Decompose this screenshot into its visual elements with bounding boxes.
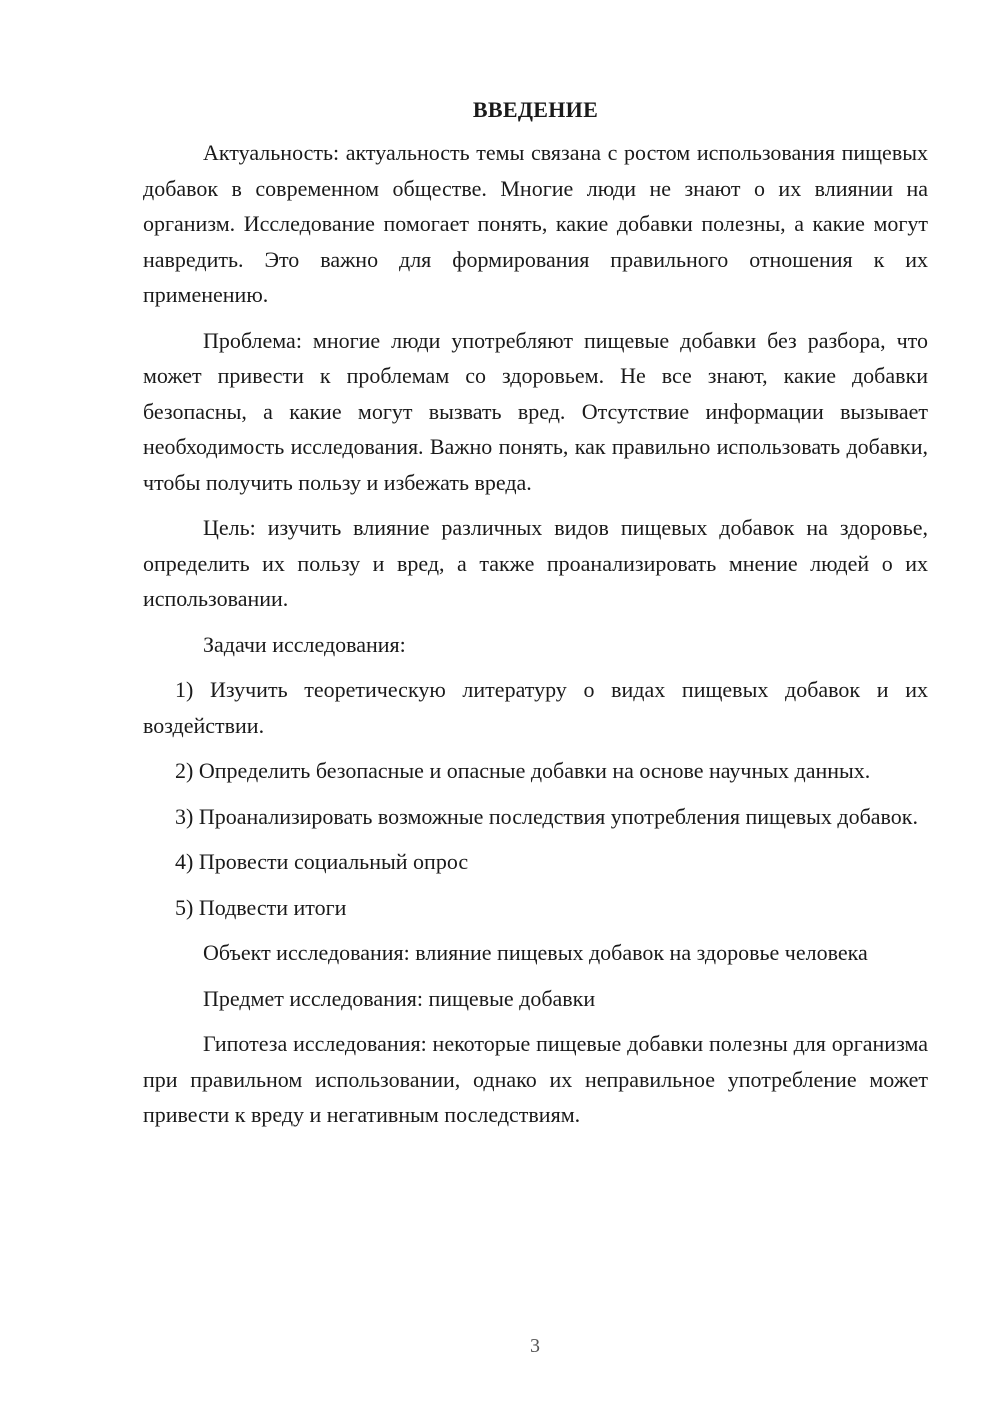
goal-paragraph: Цель: изучить влияние различных видов пищевых добавок на здоровье, определить их пользу и вред, а также проанализировать мнение людей о их использовании. [143,515,928,611]
relevance-paragraph: Актуальность: актуальность темы связана с ростом использования пищевых добавок в современном обществе. Многие люди не знают о их влиянии на организм. Исследование помогает понять, какие добавки полезны, а какие могут навредить. Это важно для формирования правильного отношения к их применению. [143,140,928,307]
tasks-heading: Задачи исследования: [203,631,406,657]
task-item-2: 2) Определить безопасные и опасные добавки на основе научных данных. [175,758,871,783]
page-number: 3 [530,1335,540,1357]
task-item-4: 4) Провести социальный опрос [175,849,469,874]
page-content [143,95,928,1143]
task-item-1: 1) Изучить теоретическую литературу о видах пищевых добавок и их воздействии. [143,677,928,738]
hypothesis-paragraph: Гипотеза исследования: некоторые пищевые добавки полезны для организма при правильном использовании, однако их неправильное употребление может привести к вреду и негативным последствиям. [143,1031,928,1127]
subject-paragraph: Предмет исследования: пищевые добавки [203,985,596,1011]
task-item-3: 3) Проанализировать возможные последствия употребления пищевых добавок. [175,803,918,829]
task-item-5: 5) Подвести итоги [175,894,347,920]
page-title: ВВЕДЕНИЕ [472,97,599,122]
problem-paragraph: Проблема: многие люди употребляют пищевые добавки без разбора, что может привести к проблемам со здоровьем. Не все знают, какие добавки безопасны, а какие могут вызвать вред. Отсутствие информации вызывает необходимость исследования. Важно понять, как правильно использовать добавки, чтобы получить пользу и избежать вреда. [143,327,928,495]
object-paragraph: Объект исследования: влияние пищевых добавок на здоровье человека [203,940,868,965]
